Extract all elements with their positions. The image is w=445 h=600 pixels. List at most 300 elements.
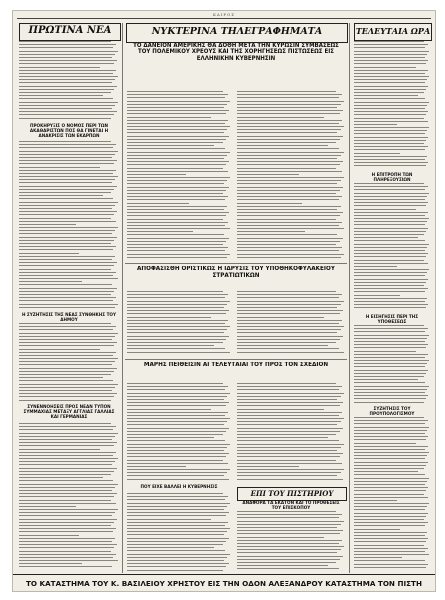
text-line — [354, 279, 428, 280]
text-line — [354, 564, 428, 565]
text-line — [127, 399, 224, 400]
text-line — [127, 241, 226, 242]
text-line — [354, 351, 416, 352]
text-line — [127, 383, 223, 384]
text-line — [354, 263, 428, 264]
text-line — [19, 528, 116, 529]
text-line — [354, 449, 425, 450]
text-line — [19, 297, 116, 298]
text-line — [237, 168, 336, 169]
text-line — [127, 547, 214, 548]
text-line — [19, 44, 116, 45]
text-line — [19, 205, 115, 206]
text-line — [354, 357, 425, 358]
text-line — [354, 70, 428, 71]
text-line — [237, 238, 343, 239]
pistirion-subheadline: ΑΝΑΦΟΡΑ ΤΑ ΕΚΑΤΟΝ ΚΑΙ ΤΟ ΠΡΟΘΕΣΕΙΣ ΤΟΥ ΕΠΙΣΚΟΠΟΥ — [242, 500, 340, 510]
text-line — [354, 304, 428, 305]
text-line — [354, 376, 424, 377]
text-line — [354, 51, 429, 52]
text-line — [19, 349, 100, 350]
text-line — [237, 101, 344, 102]
text-line — [354, 481, 427, 482]
text-line — [237, 177, 344, 178]
text-line — [19, 522, 114, 523]
text-line — [127, 209, 224, 210]
text-line — [237, 463, 342, 464]
text-line — [127, 117, 211, 118]
text-line — [127, 158, 224, 159]
text-line — [19, 249, 113, 250]
column-divider-right — [349, 23, 350, 573]
text-line — [127, 180, 227, 181]
text-line — [354, 494, 424, 495]
text-line — [354, 143, 424, 144]
text-line — [19, 509, 118, 510]
text-line — [354, 430, 427, 431]
text-line — [127, 515, 226, 516]
text-line — [237, 342, 336, 343]
text-line — [354, 301, 425, 302]
text-line — [19, 371, 114, 372]
column-divider — [122, 23, 123, 573]
text-line — [127, 412, 228, 413]
text-line — [354, 272, 427, 273]
text-line — [19, 211, 117, 212]
text-line — [354, 436, 428, 437]
text-line — [237, 405, 340, 406]
center-box-title: ΝΥΚΤΕΡΙΝΑ ΤΗΛΕΓΡΑΦΗΜΑΤΑ — [151, 26, 323, 37]
text-line — [354, 250, 425, 251]
text-line — [354, 522, 428, 523]
text-line — [19, 368, 117, 369]
text-line — [19, 195, 103, 196]
text-line — [127, 323, 225, 324]
text-line — [127, 139, 226, 140]
text-line — [237, 396, 341, 397]
text-line — [237, 228, 344, 229]
text-line — [237, 444, 344, 445]
text-line — [127, 528, 230, 529]
text-line — [237, 250, 339, 251]
text-line — [354, 266, 397, 267]
left-column-text-3 — [19, 323, 119, 403]
text-line — [19, 60, 117, 61]
text-line — [354, 516, 426, 517]
text-line — [237, 199, 339, 200]
text-line — [127, 320, 228, 321]
text-line — [354, 67, 416, 68]
text-line — [354, 344, 428, 345]
text-line — [237, 562, 336, 563]
text-line — [127, 415, 225, 416]
text-line — [354, 497, 428, 498]
text-line — [354, 331, 425, 332]
text-line — [237, 139, 340, 140]
text-line — [19, 333, 118, 334]
text-line — [127, 187, 229, 188]
text-line — [237, 206, 341, 207]
text-line — [354, 209, 416, 210]
text-line — [19, 141, 111, 142]
text-line — [237, 190, 340, 191]
text-line — [19, 233, 112, 234]
text-line — [237, 527, 337, 528]
text-line — [127, 499, 225, 500]
pistirion-box — [237, 487, 347, 501]
text-line — [127, 313, 226, 314]
text-line — [354, 548, 428, 549]
text-line — [237, 447, 341, 448]
text-line — [237, 450, 337, 451]
text-line — [127, 348, 225, 349]
text-line — [127, 113, 226, 114]
text-line — [354, 490, 426, 491]
text-line — [237, 247, 342, 248]
center-subheadline: ΠΟΥ ΕΙΧΕ ΒΑΛΛΕΙ Η ΚΥΒΕΡΝΗΣΙΣ — [140, 484, 218, 489]
text-line — [354, 423, 425, 424]
mid-headline: ΑΠΟΦΑΣΙΣΘΗ ΟΡΙΣΤΙΚΩΣ Η ΙΔΡΥΣΙΣ ΤΟΥ ΥΠΟΘΗΚΟΦΥΛΑΚΕΙΟΥ ΣΤΡΑΤΙΩΤΙΚΩΝ — [137, 266, 335, 279]
text-line — [237, 307, 337, 308]
text-line — [19, 259, 112, 260]
text-line — [237, 431, 340, 432]
text-line — [19, 458, 118, 459]
text-line — [127, 250, 225, 251]
text-line — [19, 265, 114, 266]
text-line — [19, 114, 114, 115]
text-line — [19, 208, 112, 209]
text-line — [237, 412, 342, 413]
text-line — [354, 133, 425, 134]
text-line — [237, 479, 343, 480]
text-line — [237, 345, 328, 346]
text-line — [19, 547, 114, 548]
text-line — [354, 325, 424, 326]
text-line — [354, 291, 425, 292]
text-line — [19, 442, 117, 443]
text-line — [127, 104, 227, 105]
text-line — [237, 94, 342, 95]
text-line — [237, 530, 343, 531]
text-line — [19, 487, 115, 488]
text-line — [19, 230, 115, 231]
center-column-text-f — [237, 383, 345, 483]
text-line — [354, 474, 425, 475]
text-line — [237, 123, 339, 124]
text-line — [237, 415, 339, 416]
text-line — [237, 348, 339, 349]
text-line — [237, 434, 336, 435]
text-line — [127, 509, 224, 510]
right-column-text-3 — [354, 325, 430, 405]
text-line — [354, 395, 428, 396]
text-line — [237, 565, 328, 566]
center-title-box — [126, 23, 348, 43]
text-line — [354, 165, 426, 166]
text-line — [19, 455, 113, 456]
text-line — [127, 291, 223, 292]
text-line — [127, 244, 223, 245]
text-line — [19, 157, 112, 158]
text-line — [237, 174, 299, 175]
text-line — [127, 126, 230, 127]
text-line — [19, 342, 117, 343]
text-line — [354, 121, 428, 122]
left-column-text-4 — [19, 423, 119, 573]
text-line — [127, 177, 230, 178]
text-line — [354, 98, 425, 99]
text-line — [237, 126, 344, 127]
text-line — [19, 535, 79, 536]
text-line — [127, 512, 229, 513]
text-line — [127, 332, 224, 333]
text-line — [354, 525, 425, 526]
text-line — [237, 514, 342, 515]
text-line — [127, 450, 224, 451]
text-line — [354, 446, 428, 447]
text-line — [127, 91, 223, 92]
text-line — [354, 354, 428, 355]
text-line — [354, 538, 428, 539]
text-line — [127, 136, 229, 137]
text-line — [127, 393, 230, 394]
text-line — [127, 352, 230, 353]
text-line — [237, 424, 337, 425]
text-line — [354, 484, 425, 485]
text-line — [127, 97, 225, 98]
text-line — [127, 297, 225, 298]
text-line — [237, 241, 340, 242]
text-line — [237, 310, 343, 311]
text-line — [354, 260, 424, 261]
text-line — [354, 529, 400, 530]
text-line — [19, 557, 113, 558]
text-line — [354, 420, 428, 421]
text-line — [127, 339, 226, 340]
text-line — [127, 203, 189, 204]
text-line — [354, 458, 425, 459]
left-column-text-2 — [19, 141, 119, 311]
text-line — [19, 73, 113, 74]
text-line — [19, 173, 113, 174]
text-line — [19, 284, 112, 285]
text-line — [127, 107, 224, 108]
text-line — [237, 546, 344, 547]
text-line — [237, 383, 336, 384]
text-line — [237, 559, 340, 560]
right-column-text-1 — [354, 41, 430, 171]
text-line — [237, 145, 328, 146]
text-line — [127, 428, 229, 429]
text-line — [237, 136, 343, 137]
text-line — [19, 515, 112, 516]
text-line — [19, 429, 113, 430]
text-line — [237, 466, 299, 467]
text-line — [127, 519, 211, 520]
text-line — [237, 402, 343, 403]
text-line — [127, 538, 229, 539]
text-line — [127, 469, 230, 470]
text-line — [127, 228, 230, 229]
text-line — [354, 92, 424, 93]
text-line — [19, 189, 114, 190]
text-line — [127, 238, 229, 239]
text-line — [127, 342, 223, 343]
text-line — [237, 196, 342, 197]
text-line — [19, 506, 76, 507]
text-line — [354, 269, 429, 270]
text-line — [354, 535, 425, 536]
text-line — [237, 113, 340, 114]
text-line — [19, 163, 114, 164]
text-line — [127, 506, 227, 507]
text-line — [237, 155, 341, 156]
text-line — [354, 114, 426, 115]
text-line — [127, 386, 228, 387]
text-line — [127, 123, 225, 124]
text-line — [19, 329, 113, 330]
text-line — [19, 118, 111, 119]
text-line — [127, 225, 225, 226]
text-line — [19, 566, 112, 567]
text-line — [237, 440, 339, 441]
text-line — [127, 148, 225, 149]
text-line — [19, 63, 114, 64]
text-line — [19, 151, 118, 152]
left-subheadline-1: ΠΡΟΚΗΡΥΞΙΣ Ο ΝΟΜΟΣ ΠΕΡΙ ΤΩΝ ΑΚΑΘΑΡΙΣΤΩΝ ΠΟΣ ΘΑ ΓΙΝΕΤΑΙ Η ΑΝΑΚΡΙΣΙΣ ΤΩΝ ΕΚΑΡΠΩΝ — [29, 123, 109, 138]
text-line — [354, 149, 425, 150]
text-line — [19, 361, 115, 362]
text-line — [127, 183, 224, 184]
text-line — [19, 275, 113, 276]
text-line — [354, 89, 426, 90]
text-line — [127, 409, 211, 410]
text-line — [354, 398, 426, 399]
text-line — [19, 474, 111, 475]
text-line — [19, 89, 114, 90]
text-line — [127, 503, 230, 504]
text-line — [237, 472, 341, 473]
text-line — [127, 171, 228, 172]
text-line — [237, 317, 324, 318]
text-line — [19, 192, 111, 193]
text-line — [237, 537, 324, 538]
text-line — [19, 471, 114, 472]
text-line — [237, 215, 340, 216]
text-line — [354, 468, 424, 469]
text-line — [237, 104, 341, 105]
text-line — [127, 570, 223, 571]
text-line — [354, 363, 427, 364]
text-line — [237, 161, 343, 162]
text-line — [127, 307, 224, 308]
text-line — [19, 551, 111, 552]
text-line — [127, 534, 224, 535]
text-line — [354, 240, 425, 241]
text-line — [237, 158, 337, 159]
text-line — [19, 144, 116, 145]
text-line — [19, 79, 115, 80]
text-line — [354, 196, 427, 197]
text-line — [127, 310, 229, 311]
text-line — [354, 228, 428, 229]
text-line — [19, 253, 79, 254]
text-line — [127, 396, 227, 397]
text-line — [127, 174, 186, 175]
text-line — [19, 387, 115, 388]
text-line — [354, 506, 427, 507]
text-line — [354, 127, 429, 128]
text-line — [127, 152, 230, 153]
text-line — [237, 129, 341, 130]
text-line — [237, 294, 342, 295]
text-line — [19, 396, 114, 397]
text-line — [237, 244, 336, 245]
text-line — [127, 212, 229, 213]
text-line — [19, 355, 113, 356]
text-line — [19, 243, 111, 244]
text-line — [237, 524, 341, 525]
text-line — [19, 281, 82, 282]
text-line — [237, 336, 343, 337]
text-line — [127, 447, 227, 448]
center-column-text-h — [237, 511, 345, 573]
text-line — [19, 272, 116, 273]
text-line — [127, 110, 229, 111]
text-line — [354, 386, 429, 387]
text-line — [127, 493, 223, 494]
text-line — [19, 51, 118, 52]
text-line — [237, 339, 340, 340]
text-line — [127, 231, 193, 232]
text-line — [19, 41, 111, 42]
text-line — [127, 190, 226, 191]
text-line — [19, 240, 114, 241]
text-line — [354, 288, 428, 289]
text-line — [354, 111, 428, 112]
text-line — [354, 57, 425, 58]
text-line — [354, 487, 428, 488]
text-line — [19, 102, 118, 103]
center-column-text-e — [127, 383, 231, 483]
lower-headline: ΜΑΡΗΣ ΠΕΙΘΕΙΣΙΝ ΑΙ ΤΕΛΕΥΤΑΙΑΙ ΤΟΥ ΠΡΟΣ ΤΟΝ ΣΧΕΔΙΟΝ — [143, 362, 329, 368]
text-line — [127, 405, 226, 406]
text-line — [19, 224, 76, 225]
text-line — [237, 193, 336, 194]
center-column-text-d — [237, 291, 345, 356]
text-line — [19, 544, 117, 545]
right-subheadline-3: ΣΥΖΗΤΗΣΙΣ ΤΟΥ ΠΡΟΥΠΟΛΟΓΙΣΜΟΥ — [369, 406, 415, 416]
text-line — [127, 317, 211, 318]
text-line — [354, 212, 428, 213]
text-line — [237, 352, 344, 353]
text-line — [19, 98, 113, 99]
text-line — [354, 237, 418, 238]
text-line — [19, 433, 118, 434]
text-line — [19, 493, 117, 494]
text-line — [354, 162, 428, 163]
text-line — [354, 124, 397, 125]
right-subheadline-2: Η ΕΙΣΗΓΗΣΙΣ ΠΕΡΙ ΤΗΣ ΥΠΟΘΕΣΕΩΣ — [365, 314, 419, 324]
right-box-title: ΤΕΛΕΥΤΑΙΑ ΩΡΑ — [355, 26, 431, 36]
text-line — [237, 219, 336, 220]
text-line — [19, 496, 114, 497]
text-line — [19, 288, 117, 289]
section-divider-2 — [125, 359, 347, 360]
text-line — [127, 453, 229, 454]
text-line — [19, 358, 118, 359]
text-line — [19, 426, 116, 427]
